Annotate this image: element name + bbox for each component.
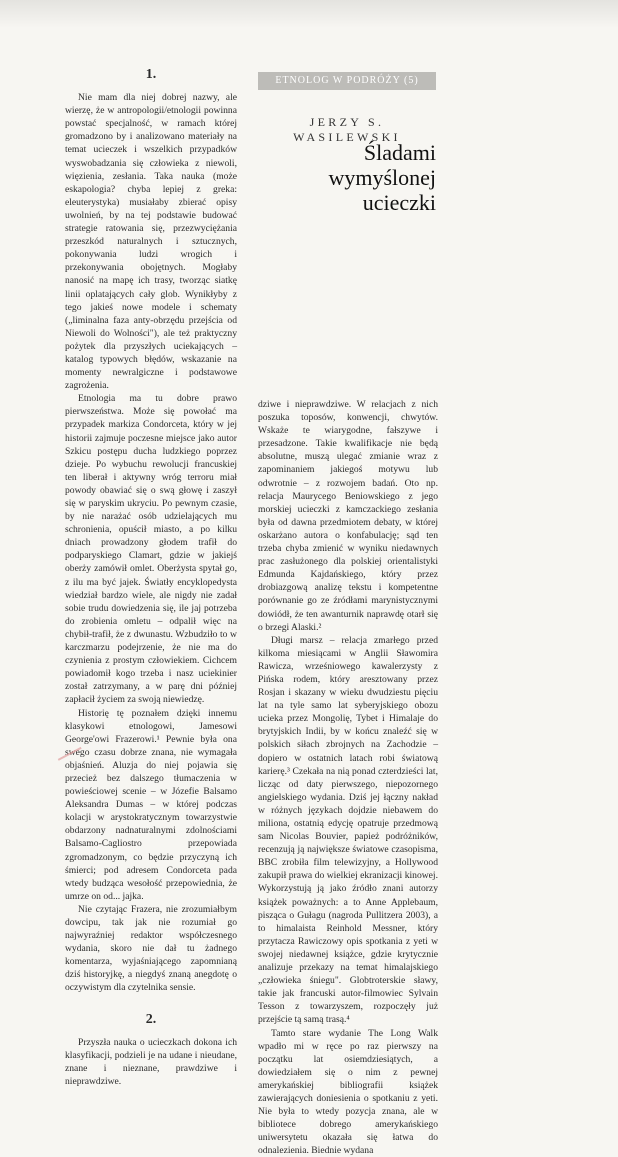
page-top-shadow [0,0,618,28]
paragraph: Tamto stare wydanie The Long Walk wpadło mi w ręce po raz pierwszy na początku lat osiemdziesiątych, a dowiedziałem się o nim z pewnej amerykańskiej bibliografii książek zawierających doniesienia o spotkaniu z yeti. Nie była to wtedy pozycja znana, ale w bibliotece dobrego amerykańskiego uniwersytetu okazała się łatwa do odnalezienia. Biednie wydana [258,1027,438,1157]
right-column [258,398,438,1157]
paragraph: Historię tę poznałem dzięki innemu klasykowi etnologowi, Jamesowi George'owi Frazerowi.¹ Pewnie była ona swego czasu dobrze znana, nie wymagała objaśnień. Aluzja do niej pojawia się przecież bez dalszego tłumaczenia w powieściowej scenie – w Józefie Balsamo Aleksandra Dumas – w której podczas kolacji w arystokratycznym towarzystwie obdarzony nadnaturalnymi zdolnościami Balsamo-Cagliostro przepowiada zgromadzonym, co będzie przyczyną ich śmierci; pod adresem Condorceta pada wtedy budząca wesołość przepowiednia, że umrze on od... jajka. [65,707,237,903]
section-number-2: 2. [65,1013,237,1026]
author-name: JERZY S. WASILEWSKI [258,115,436,145]
article-title [258,140,436,215]
section-number-1: 1. [65,68,237,81]
left-column [65,68,237,1088]
paragraph: Długi marsz – relacja zmarłego przed kilkoma miesiącami w Anglii Sławomira Rawicza, wrześniowego kawalerzysty z Pińska rodem, który aresztowany przez Rosjan i skazany w wieku dwudziestu pięciu lat na tyle samo lat syberyjskiego obozu ucieka przez Mongolię, Tybet i Himalaje do brytyjskich Indii, by w końcu znaleźć się w polskich siłach zbrojnych na Zachodzie – dopiero w ostatnich latach robi światową karierę.³ Czekała na nią ponad czterdzieści lat, licząc od daty pierwszego, niepozornego angielskiego wydania. Dziś jej łączny nakład w różnych językach dojdzie niebawem do miliona, ostatnią edycję opatruje przedmową sam Nicolas Bouvier, papież podróżników, recenzują ją największe światowe czasopisma, BBC zrobiła film telewizyjny, a Hollywood zakupił prawa do wielkiej ekranizacji kinowej. Wykorzystują ją jako źródło znani autorzy książek poważnych: a to Anne Applebaum, pisząca o Gułagu (nagroda Pullitzera 2003), a to himalaista Reinhold Messner, który przytacza Rawiczowy opis spotkania z yeti w swojej niedawnej książce, gdzie krytycznie analizuje przekazy na temat himalajskiego „człowieka śniegu". Globtroterskie sławy, takie jak francuski autor-filmowiec Sylvain Tesson z towarzyszem, rozpoczęły już przejście tą samą trasą.⁴ [258,634,438,1027]
title-line: Śladami wymyślonej [258,140,436,190]
title-line: ucieczki [258,190,436,215]
paragraph: Nie mam dla niej dobrej nazwy, ale wierzę, że w antropologii/etnologii powinna powstać specjalność, w ramach której gromadzono by i analizowano materiały na temat ucieczek i wszelkich przypadków wyswobadzania się człowieka z niewoli, więzienia, zesłania. Taka nauka (może eskapologia? chyba lepiej z greka: eleuterystyka) musiałaby zbierać opisy uwolnień, by na tej podstawie budować strategie ratowania się, przezwyciężania przeszkód naturalnych i sztucznych, pokonywania ludzi wrogich i przekonywania obojętnych. Mogłaby nanosić na mapę ich trasy, tworząc siatkę linii oplatających cały glob. Wynikłyby z tego jakieś nowe modele i schematy („liminalna faza anty-obrzędu przejścia od Niewoli do Wolności"), ale też praktyczny pożytek dla przyszłych uciekających – katalog typowych błędów, wskazanie na momenty newralgiczne i podstawowe zagrożenia. [65,91,237,392]
paragraph: Przyszła nauka o ucieczkach dokona ich klasyfikacji, podzieli je na udane i nieudane, znane i nieznane, prawdziwe i nieprawdziwe. [65,1036,237,1088]
paragraph: dziwe i nieprawdziwe. W relacjach z nich poszuka toposów, konwencji, chwytów. Wskaże te wiarygodne, fałszywe i przesadzone. Takie kwalifikacje nie będą absolutne, muszą ulegać zmianie wraz z zapominaniem jakiegoś motywu lub odwrotnie – z rozwojem badań. Oto np. relacja Maurycego Beniowskiego z jego morskiej ucieczki z kamczackiego zesłania była od dawna przedmiotem debaty, w której oskarżano autora o konfabulację; sąd ten trzeba chyba zmienić w wyniku niedawnych prac zasłużonego dla polskiej orientalistyki Edmunda Kajdańskiego, który przez drobiazgową analizę tekstu i kompetentne porównanie go ze źródłami marynistycznymi dowiódł, że ten awanturnik naprawdę otarł się o brzegi Alaski.² [258,398,438,634]
series-header: ETNOLOG W PODRÓŻY (5) [258,72,436,90]
paragraph: Etnologia ma tu dobre prawo pierwszeństwa. Może się powołać ma przypadek markiza Condorceta, który w jej historii zajmuje poczesne miejsce jako autor Szkicu postępu ducha ludzkiego poprzez dzieje. Po wybuchu rewolucji francuskiej ten liberał i aktywny wróg terroru miał powody obawiać się o swą głowę i zaszył się w paryskim ukryciu. Po pewnym czasie, by nie narażać osób udzielających mu schronienia, opuścił miasto, a po kilku dniach prowadzony głodem trafił do podparyskiego Clamart, gdzie w jakiejś oberży zamówił omlet. Oberżysta spytał go, z ilu ma być jajek. Światły encyklopedysta wiedział bardzo wiele, ale nigdy nie zadał sobie trudu dowiedzenia się, ile jaj potrzeba do zrobienia omletu – odpalił więc na chybił-trafił, że z dwunastu. Wzbudziło to w karczmarzu podejrzenie, że nie ma do czynienia z prostym człowiekiem. Cichcem powiadomił kogo trzeba i nasz uciekinier został zatrzymany, a w parę dni później zapłacił życiem za swoją niewiedzę. [65,392,237,706]
paragraph: Nie czytając Frazera, nie zrozumiałbym dowcipu, tak jak nie rozumiał go najwyraźniej redaktor współczesnego wydania, skoro nie dał tu żadnego komentarza, wyjaśniającego zapomnianą dziś historyjkę, a niegdyś znaną anegdotę o oczywistym dla czytelnika sensie. [65,903,237,995]
